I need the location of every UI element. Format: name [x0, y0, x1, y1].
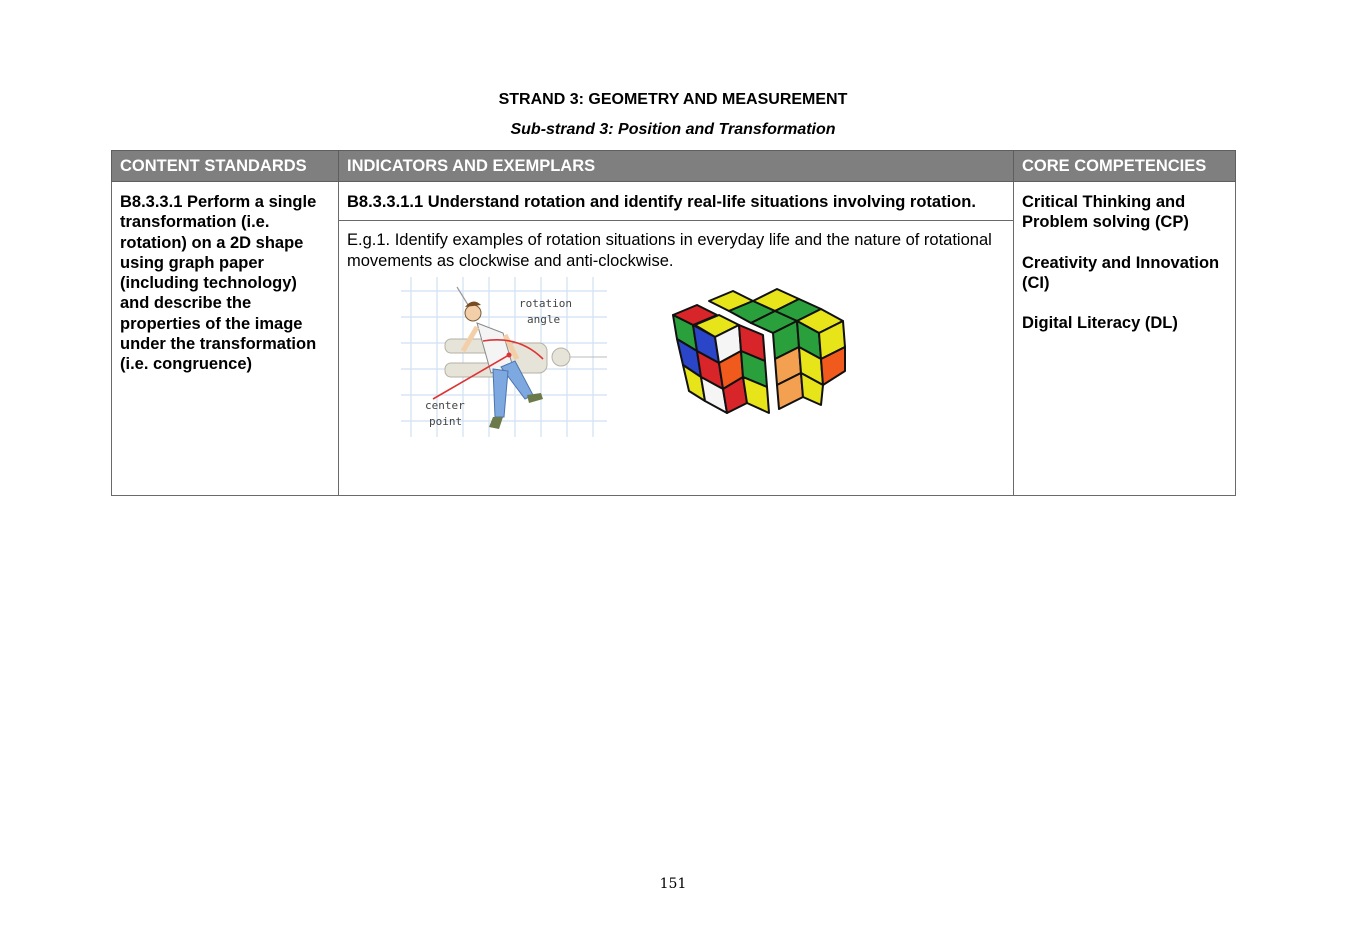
center-label-1: center — [425, 398, 465, 412]
competency-digital-literacy: Digital Literacy (DL) — [1022, 314, 1178, 333]
competency-critical-thinking: Critical Thinking and Problem solving (CP) — [1022, 193, 1189, 232]
competency-creativity: Creativity and Innovation (CI) — [1022, 253, 1220, 292]
content-standard-cell — [112, 182, 339, 496]
strand-title: STRAND 3: GEOMETRY AND MEASUREMENT — [498, 91, 848, 108]
rotation-label-1: rotation — [519, 296, 572, 310]
competencies-list — [1014, 182, 1235, 361]
competencies-cell — [1014, 182, 1236, 496]
exemplar-text: E.g.1. Identify examples of rotation situations in everyday life and the nature of rotational movements as clockwise and anti-clockwise. — [347, 231, 992, 270]
rotation-diagram — [401, 277, 611, 441]
center-label-2: point — [429, 414, 463, 428]
indicators-cell — [339, 182, 1014, 496]
page-number: 151 — [659, 876, 687, 892]
substrand-title: Sub-strand 3: Position and Transformation — [510, 121, 836, 138]
table-row — [112, 182, 1236, 496]
table-header-row — [112, 151, 1236, 182]
content-standard-text: B8.3.3.1 Perform a single transformation (i.e. rotation) on a 2D shape using graph paper (including technology) and describe the properties of the image under the transformation (i.e. congruence) — [120, 193, 317, 374]
indicator-text: B8.3.3.1.1 Understand rotation and identify real-life situations involving rotation. — [339, 182, 1013, 221]
center-point-marker — [507, 352, 512, 357]
header-indicators: INDICATORS AND EXEMPLARS — [339, 151, 1014, 182]
header-competencies: CORE COMPETENCIES — [1014, 151, 1236, 182]
exemplar-images — [339, 271, 1013, 461]
curriculum-table — [111, 150, 1236, 496]
rubiks-cube-image — [669, 281, 851, 427]
rotation-label-2: angle — [527, 312, 561, 326]
header-content-standards: CONTENT STANDARDS — [112, 151, 339, 182]
